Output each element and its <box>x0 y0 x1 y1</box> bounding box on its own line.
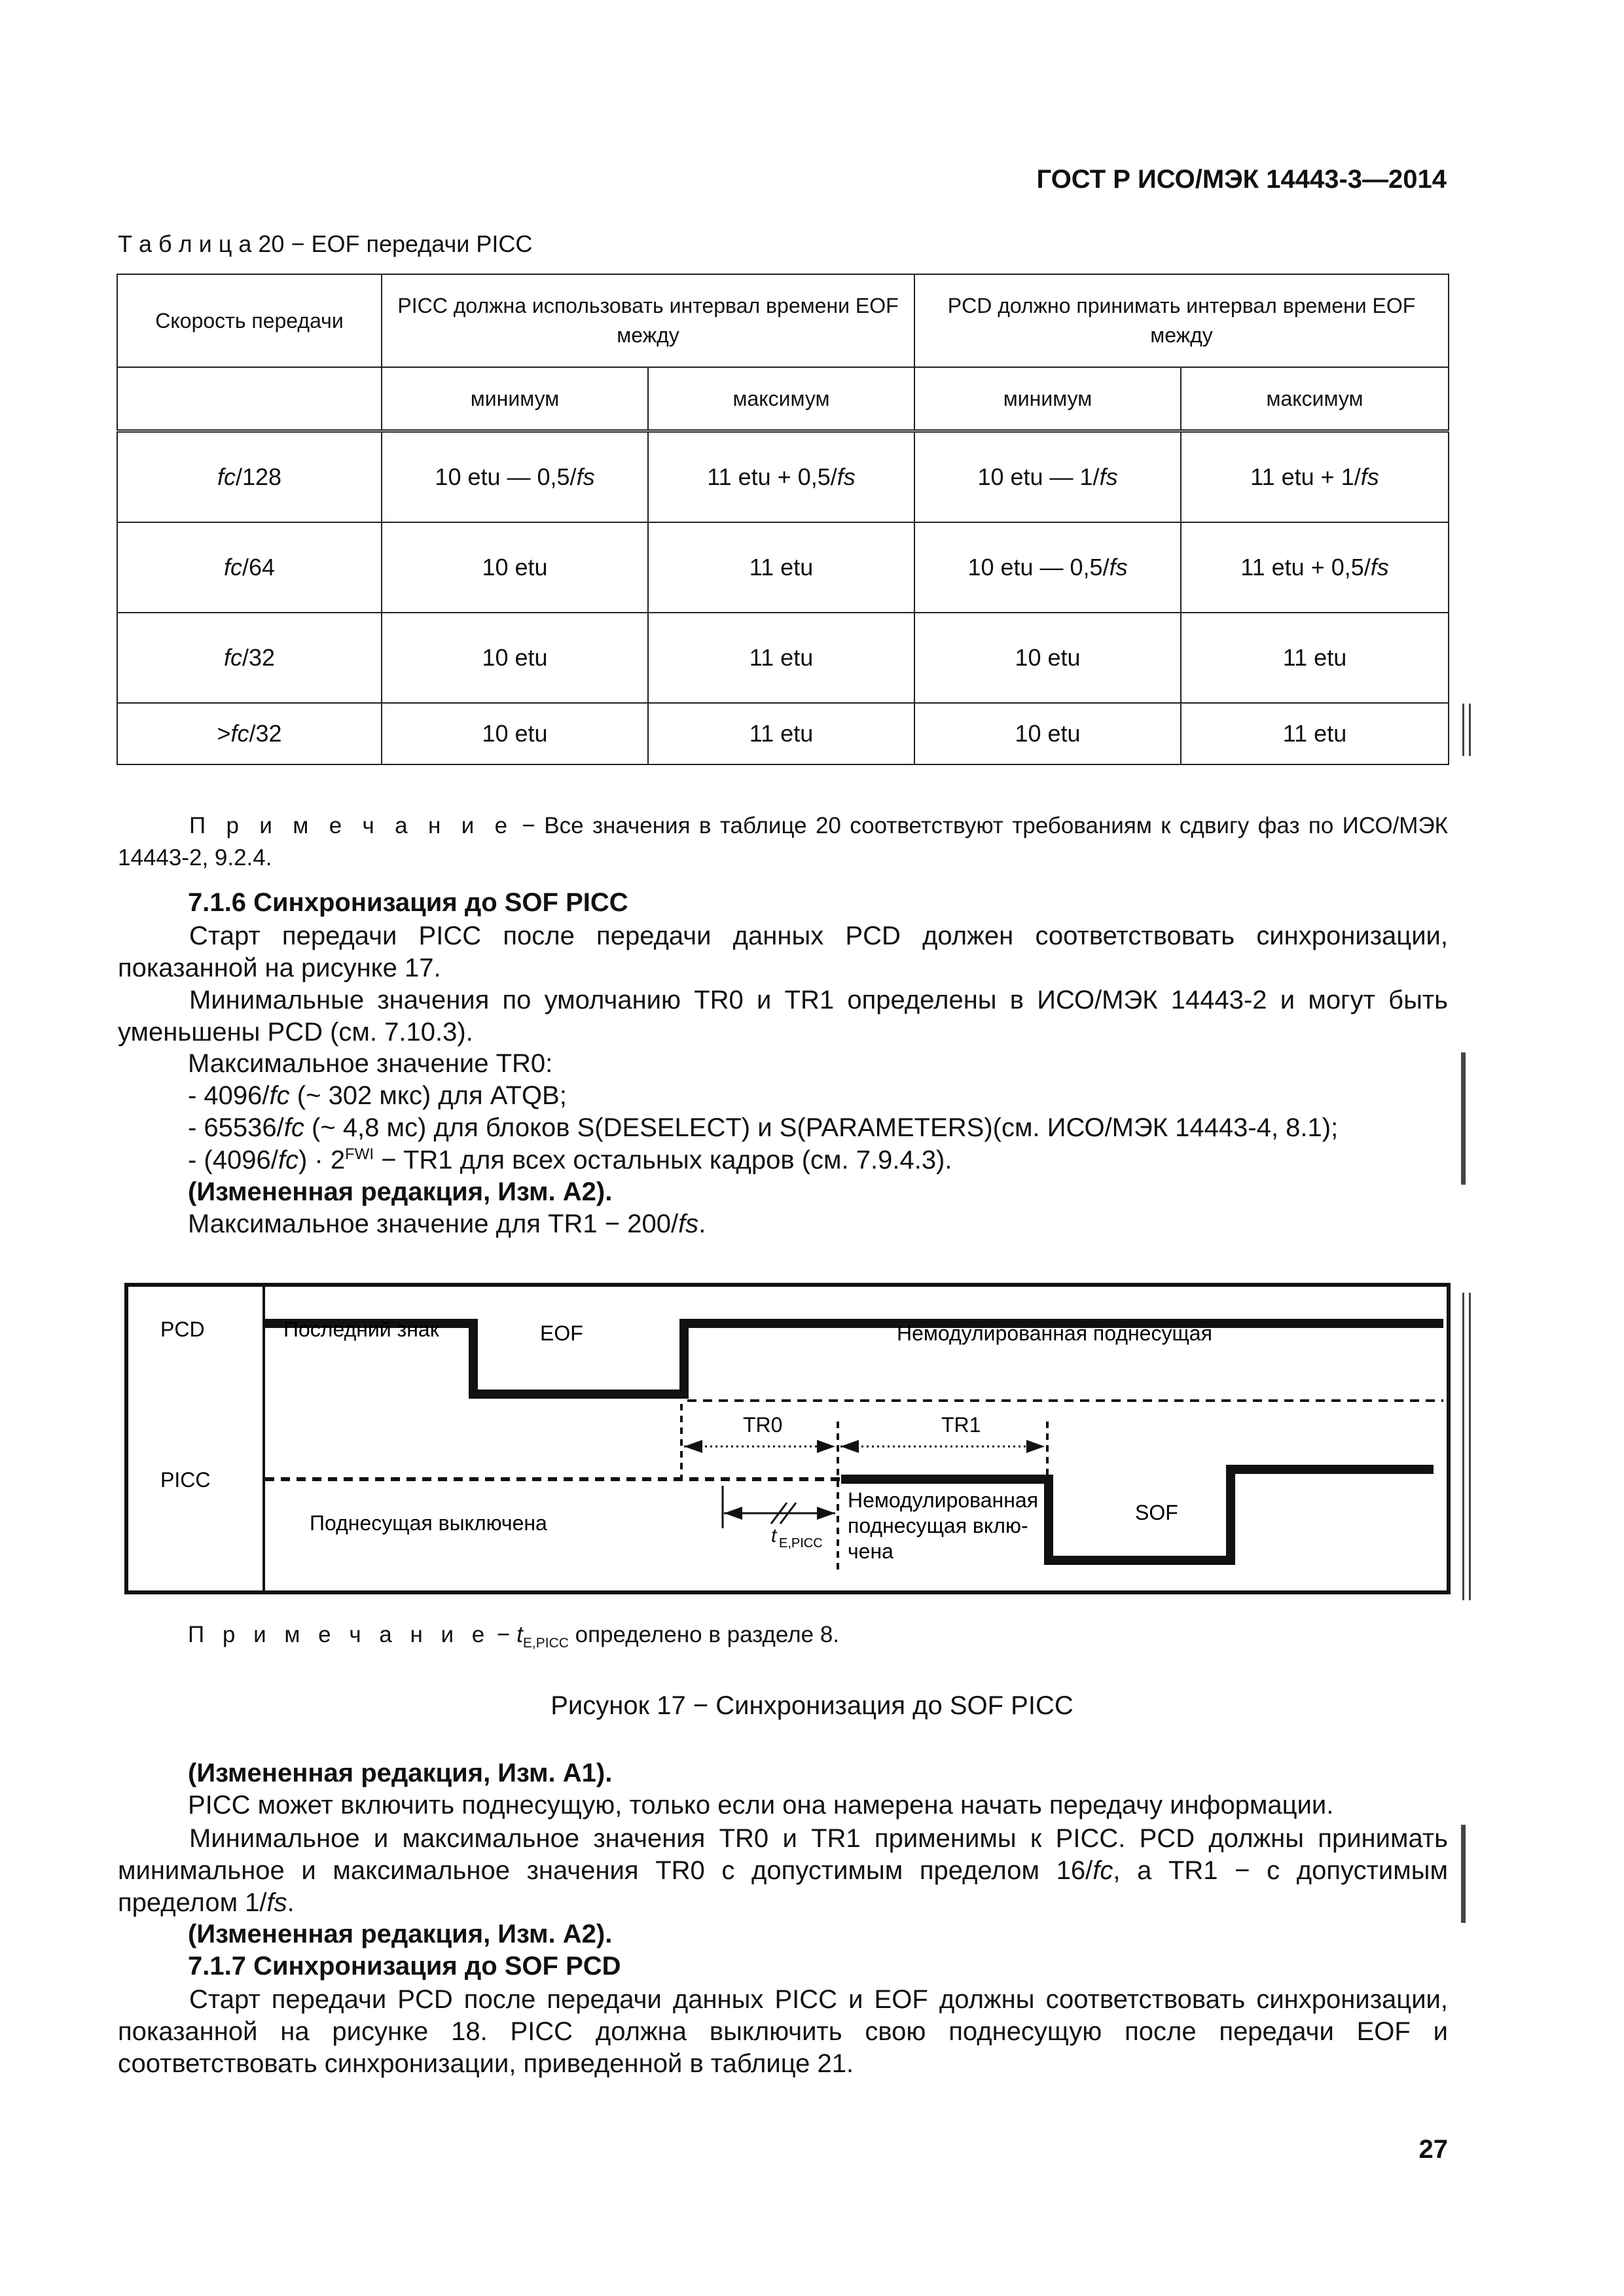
change-bar <box>1461 1052 1466 1185</box>
figure-note <box>188 1619 839 1659</box>
paragraph: PICC может включить поднесущую, только если она намерена начать передачу информации. <box>188 1791 1334 1820</box>
note-word: П р и м е ч а н и е <box>188 1622 491 1647</box>
text: , а TR1 − с допустимым пределом 1/ <box>118 1856 1449 1917</box>
note-word: П р и м е ч а н и е <box>189 813 514 838</box>
note-text: − Все значения в таблице 20 соответствуют требованиям к сдвигу фаз по ИСО/МЭК 14443-2, 9.2.4. <box>118 813 1448 870</box>
cell-speed <box>117 431 382 523</box>
header-picc-max: максимум <box>648 367 914 431</box>
header-speed: Скорость передачи <box>117 274 382 367</box>
note-text: определено в разделе 8. <box>568 1622 840 1647</box>
speed-ratio: /32 <box>242 644 276 671</box>
revision-note: (Измененная редакция, Изм. А2). <box>188 1920 613 1948</box>
table-caption <box>118 230 532 258</box>
text: - 4096/ <box>188 1081 270 1110</box>
label-unmodulated-picc-3: чена <box>848 1539 893 1563</box>
speed-prefix: > <box>217 720 231 747</box>
value: 10 etu — 0,5/ <box>967 554 1110 581</box>
var-fc: fc <box>269 1081 290 1110</box>
label-last-char: Последний знак <box>283 1318 439 1341</box>
eof-table <box>117 274 1449 765</box>
table-subheader-row <box>117 367 1449 431</box>
change-bar <box>1462 1293 1464 1600</box>
page-number: 27 <box>1418 2135 1448 2164</box>
text: (~ 4,8 мс) для блоков S(DESELECT) и S(PARAMETERS)(см. ИСО/МЭК 14443-4, 8.1); <box>304 1113 1339 1142</box>
label-te-sub: E,PICC <box>779 1536 823 1551</box>
cell-pcd-max: 11 etu <box>1181 703 1449 764</box>
value: 10 etu — 1/ <box>977 463 1100 490</box>
label-subcarrier-off: Поднесущая выключена <box>310 1511 547 1535</box>
text: . <box>287 1888 295 1917</box>
label-unmodulated-pcd: Немодулированная поднесущая <box>897 1321 1212 1345</box>
change-bar <box>1462 704 1464 756</box>
value: 11 etu + 0,5/ <box>707 463 837 490</box>
arrow-head-icon <box>817 1440 835 1453</box>
cell-picc-min <box>382 431 648 523</box>
label-tr0: TR0 <box>743 1413 783 1437</box>
table-row <box>117 613 1449 703</box>
figure-caption: Рисунок 17 − Синхронизация до SOF PICC <box>550 1691 1074 1720</box>
cell-pcd-min <box>914 522 1181 613</box>
text: - (4096/ <box>188 1145 278 1175</box>
cell-pcd-min: 10 etu <box>914 703 1181 764</box>
label-unmodulated-picc-1: Немодулированная <box>848 1488 1039 1512</box>
label-sof: SOF <box>1135 1501 1178 1524</box>
text: Минимальное и максимальное значения TR0 и TR1 применимы к PICC. PCD должны принимать минимальное и максимальное значения TR0 с допустимым пределом 16/ <box>118 1824 1448 1885</box>
table-note <box>118 810 1448 874</box>
value-fs: fs <box>1360 463 1379 490</box>
var-fc: fc <box>278 1145 298 1175</box>
value-fs: fs <box>837 463 856 490</box>
cell-speed <box>117 613 382 703</box>
table-caption-word: Т а б л и ц а <box>118 230 252 257</box>
arrow-head-icon <box>840 1440 859 1453</box>
label-te-t: t <box>771 1525 777 1547</box>
list-item <box>188 1113 1338 1143</box>
cell-pcd-max <box>1181 522 1449 613</box>
table-row <box>117 703 1449 764</box>
paragraph: Старт передачи PCD после передачи данных PICC и EOF должны соответствовать синхронизации, показанной на рисунке 18. PICC должна выключить свою поднесущую после передачи EOF и соответствовать синхронизации, приведенной в таблице 21. <box>118 1985 1448 2078</box>
value-fs: fs <box>1109 554 1128 581</box>
revision-note: (Измененная редакция, Изм. А2). <box>188 1177 613 1206</box>
cell-pcd-min <box>914 431 1181 523</box>
value-fs: fs <box>576 463 595 490</box>
speed-fc: fc <box>217 463 236 490</box>
cell-picc-min: 10 etu <box>382 522 648 613</box>
var-fs: fs <box>678 1210 699 1238</box>
standard-header: ГОСТ Р ИСО/МЭК 14443-3—2014 <box>1036 165 1447 194</box>
speed-ratio: /64 <box>242 554 276 581</box>
label-unmodulated-picc-2: поднесущая вклю- <box>848 1514 1028 1537</box>
header-picc-min: минимум <box>382 367 648 431</box>
header-pcd-group: PCD должно принимать интервал времени EOF между <box>914 274 1449 367</box>
speed-fc: fc <box>223 554 242 581</box>
var-fc: fc <box>1092 1856 1113 1885</box>
cell-picc-max <box>648 431 914 523</box>
cell-picc-min: 10 etu <box>382 613 648 703</box>
section-717-heading: 7.1.7 Синхронизация до SOF PCD <box>188 1952 621 1981</box>
value-fs: fs <box>1099 463 1118 490</box>
paragraph <box>118 1823 1448 1919</box>
text: (~ 302 мкс) для ATQB; <box>289 1081 567 1110</box>
table-row <box>117 522 1449 613</box>
text: . <box>698 1210 706 1238</box>
change-bar <box>1461 1825 1466 1923</box>
superscript-fwi: FWI <box>345 1145 374 1163</box>
label-pcd: PCD <box>160 1318 205 1341</box>
cell-pcd-max <box>1181 431 1449 523</box>
speed-ratio: /128 <box>235 463 282 490</box>
text: ) · 2 <box>298 1145 346 1175</box>
revision-note: (Измененная редакция, Изм. А1). <box>188 1759 613 1787</box>
note-dash: − <box>490 1622 517 1647</box>
text: − TR1 для всех остальных кадров (см. 7.9.4.3). <box>374 1145 952 1175</box>
table-header-row <box>117 274 1449 367</box>
value: 11 etu + 0,5/ <box>1240 554 1371 581</box>
speed-fc: fc <box>230 720 249 747</box>
value: 10 etu — 0,5/ <box>435 463 577 490</box>
cell-picc-min: 10 etu <box>382 703 648 764</box>
arrow-head-icon <box>724 1507 742 1520</box>
timing-diagram <box>124 1283 1453 1597</box>
var-t: t <box>516 1622 523 1647</box>
section-716-para1: Старт передачи PICC после передачи данных PCD должен соответствовать синхронизации, показанной на рисунке 17. <box>118 922 1448 982</box>
speed-ratio: /32 <box>249 720 282 747</box>
value-fs: fs <box>1370 554 1389 581</box>
list-item <box>188 1081 567 1111</box>
pcd-signal <box>265 1323 1443 1394</box>
header-pcd-max: максимум <box>1181 367 1449 431</box>
var-fc: fc <box>283 1113 304 1142</box>
list-item <box>188 1145 952 1175</box>
speed-fc: fc <box>223 644 242 671</box>
change-bar <box>1469 704 1471 756</box>
value: 11 etu + 1/ <box>1250 463 1361 490</box>
table-caption-text: 20 − EOF передачи PICC <box>251 230 533 257</box>
header-picc-group: PICC должна использовать интервал времени EOF между <box>382 274 914 367</box>
header-empty <box>117 367 382 431</box>
cell-pcd-max: 11 etu <box>1181 613 1449 703</box>
cell-picc-max: 11 etu <box>648 613 914 703</box>
text: Максимальное значение для TR1 − 200/ <box>188 1210 679 1238</box>
cell-speed <box>117 522 382 613</box>
text: - 65536/ <box>188 1113 284 1142</box>
cell-picc-max: 11 etu <box>648 522 914 613</box>
section-716-para2: Минимальные значения по умолчанию TR0 и TR1 определены в ИСО/МЭК 14443-2 и могут быть уменьшены PCD (см. 7.10.3). <box>118 986 1449 1047</box>
label-eof: EOF <box>540 1321 583 1345</box>
table-row <box>117 431 1449 523</box>
var-fs: fs <box>266 1888 287 1917</box>
header-pcd-min: минимум <box>914 367 1181 431</box>
label-picc: PICC <box>160 1468 211 1492</box>
arrow-head-icon <box>817 1507 835 1520</box>
cell-pcd-min: 10 etu <box>914 613 1181 703</box>
max-tr1-line <box>188 1210 706 1239</box>
max-tr0-label: Максимальное значение TR0: <box>188 1049 553 1078</box>
label-tr1: TR1 <box>941 1413 981 1437</box>
change-bar <box>1469 1293 1471 1600</box>
section-716-heading: 7.1.6 Синхронизация до SOF PICC <box>188 888 628 917</box>
cell-picc-max: 11 etu <box>648 703 914 764</box>
arrow-head-icon <box>684 1440 702 1453</box>
arrow-head-icon <box>1026 1440 1045 1453</box>
cell-speed <box>117 703 382 764</box>
subscript: E,PICC <box>522 1636 569 1651</box>
